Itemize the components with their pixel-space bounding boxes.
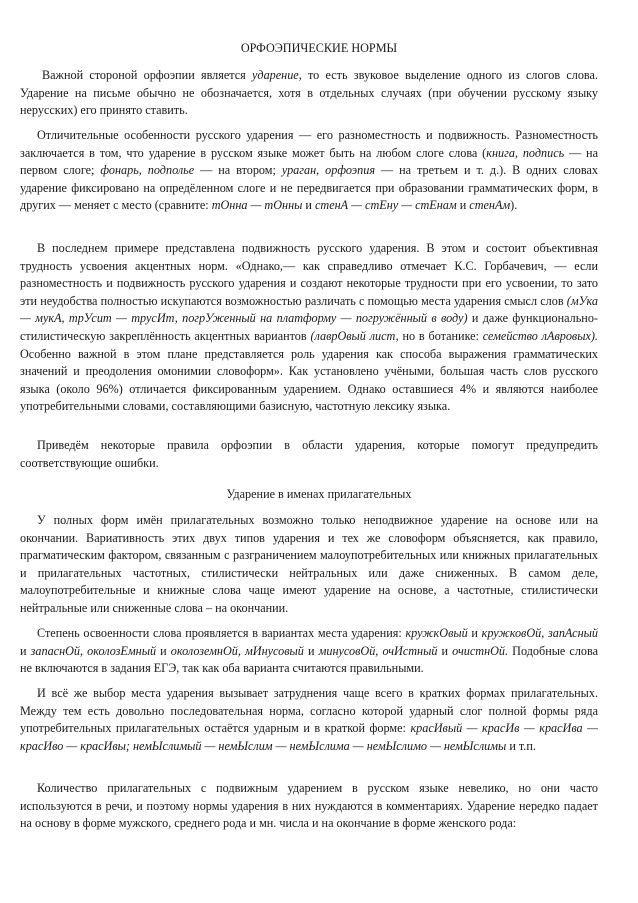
text: и	[20, 643, 31, 658]
paragraph-8: Количество прилагательных с подвижным ударением в русском языке невелико, но они часто используются в речи, и поэтому нормы ударения в них нуждаются в комментариях. Ударение нередко падает на основу в форме мужского, среднего рода и мн. числа и на окончание в форме женского рода:	[20, 781, 598, 831]
text: И всё же выбор места ударения вызывает затруднения чаще всего в кратких формах прилагательных. Между тем есть довольно последовательная норма, согласно которой ударный слог полной формы ряда употребительных прилагательных остаётся ударным и в краткой форме:	[20, 686, 598, 736]
italic-example: кружкОвый	[405, 626, 468, 640]
text: но в ботанике:	[398, 328, 483, 343]
italic-example: красИвый — красИв — красИва — красИво — красИвы; немЫслимый — немЫслим — немЫслима — немЫслимо — немЫслимы	[20, 721, 598, 753]
italic-example: (лаврОвый лист,	[310, 328, 399, 343]
text: ).	[510, 198, 518, 213]
text: и даже функционально-стилистическую закреплённость акцентных вариантов	[20, 311, 598, 343]
paragraph-2	[20, 127, 598, 215]
paragraph-4: Приведём некоторые правила орфоэпии в области ударения, которые помогут предупредить соответствующие ошибки.	[20, 438, 598, 470]
italic-example: тОнна — тОнны	[211, 198, 303, 213]
text: Отличительные особенности русского ударения — его разноместность и подвижность. Разноместность заключается в том, что ударение в русском языке может быть на любом слоге слова (	[20, 128, 598, 160]
text: В последнем примере представлена подвижность русского ударения. В этом и состоит объективная трудность усвоения акцентных норм. «Однако,— как справедливо отмечает К.С. Горбачевич, — если разноместность и подвижность русского ударения и создают некоторые трудности при его усвоении, то зато эти неудобства полностью искупаются возможностью различать с помощью места ударения смысл слов	[20, 241, 598, 308]
text: Важной стороной орфоэпии является	[42, 68, 253, 82]
text: и т.п.	[506, 738, 536, 753]
italic-example: стенА — стЕну — стЕнам	[315, 198, 457, 213]
italic-example: семейство лАвровых).	[482, 328, 598, 343]
italic-example: околоземнОй, мИнусовый	[170, 643, 304, 658]
italic-example: ураган, орфоэпия	[281, 163, 376, 178]
text: Особенно важной в этом плане представляется роль ударения как способа выражения грамматических значений и преодоления омонимии словоформ». Как установлено учёными, большая часть слов русского языка (около 96%) отличается фиксированным ударением. Однако оставшиеся 4% и являются наиболее употребительными словами, составляющими базисную, частотную лексику языка.	[20, 346, 598, 414]
paragraph-6	[20, 625, 598, 678]
paragraph-1	[20, 67, 598, 120]
paragraph-7	[20, 685, 598, 755]
paragraph-3	[20, 240, 598, 416]
text: Степень освоенности слова проявляется в вариантах места ударения:	[37, 626, 406, 640]
italic-example: запаснОй, околозЕмный	[30, 643, 157, 658]
text: — на первом слоге;	[20, 145, 598, 178]
italic-term: ударение,	[252, 68, 302, 82]
text: — на третьем и т. д.). В одних словах ударение фиксировано на опредёленном слоге и не передвигается при образовании грамматических форм, в других — меняет с место (сравните:	[20, 163, 598, 213]
italic-example: стенАм	[469, 198, 511, 213]
italic-example: (мУка — мукА, трУсит — трусИт, погрУженный на платформу — погружённый в воду)	[20, 293, 598, 326]
italic-example: кружковОй, запАсный	[481, 626, 598, 640]
section-subheading: Ударение в именах прилагательных	[226, 487, 412, 501]
paragraph-5: У полных форм имён прилагательных возможно только неподвижное ударение на основе или на окончании. Вариативность этих двух типов ударения и тех же словоформ объясняется, как правило, прагматическим фактором, связанным с разграничением малоупотребительных или книжных прилагательных и прилагательных частотных, стилистически нейтральных или даже сниженных. В самом деле, малоупотребительные и книжные слова чаще имеют ударение на основе, а частотные, стилистически нейтральные или сниженные слова – на окончании.	[20, 513, 598, 615]
text: и	[437, 643, 453, 658]
text: то есть звуковое выделение одного из слогов слова. Ударение на письме обычно не обозначается, хотя в отдельных случаях (при обучении русскому языку нерусских) его принято ставить.	[20, 68, 598, 118]
text: и	[456, 198, 470, 213]
italic-example: очистнОй.	[452, 643, 509, 658]
italic-example: фонарь, подполье	[100, 163, 195, 178]
italic-example: минусовОй, очИстный	[318, 643, 438, 658]
text: Подобные слова не включаются в задания ЕГЭ, так как оба варианта считаются правильными.	[20, 643, 598, 676]
text: и	[156, 643, 171, 658]
italic-example: книга, подпись	[486, 145, 565, 160]
text: и	[303, 643, 319, 658]
text: и	[302, 198, 315, 213]
text: — на втором;	[194, 163, 282, 178]
page-title: ОРФОЭПИЧЕСКИЕ НОРМЫ	[240, 41, 398, 55]
text: и	[467, 626, 482, 640]
